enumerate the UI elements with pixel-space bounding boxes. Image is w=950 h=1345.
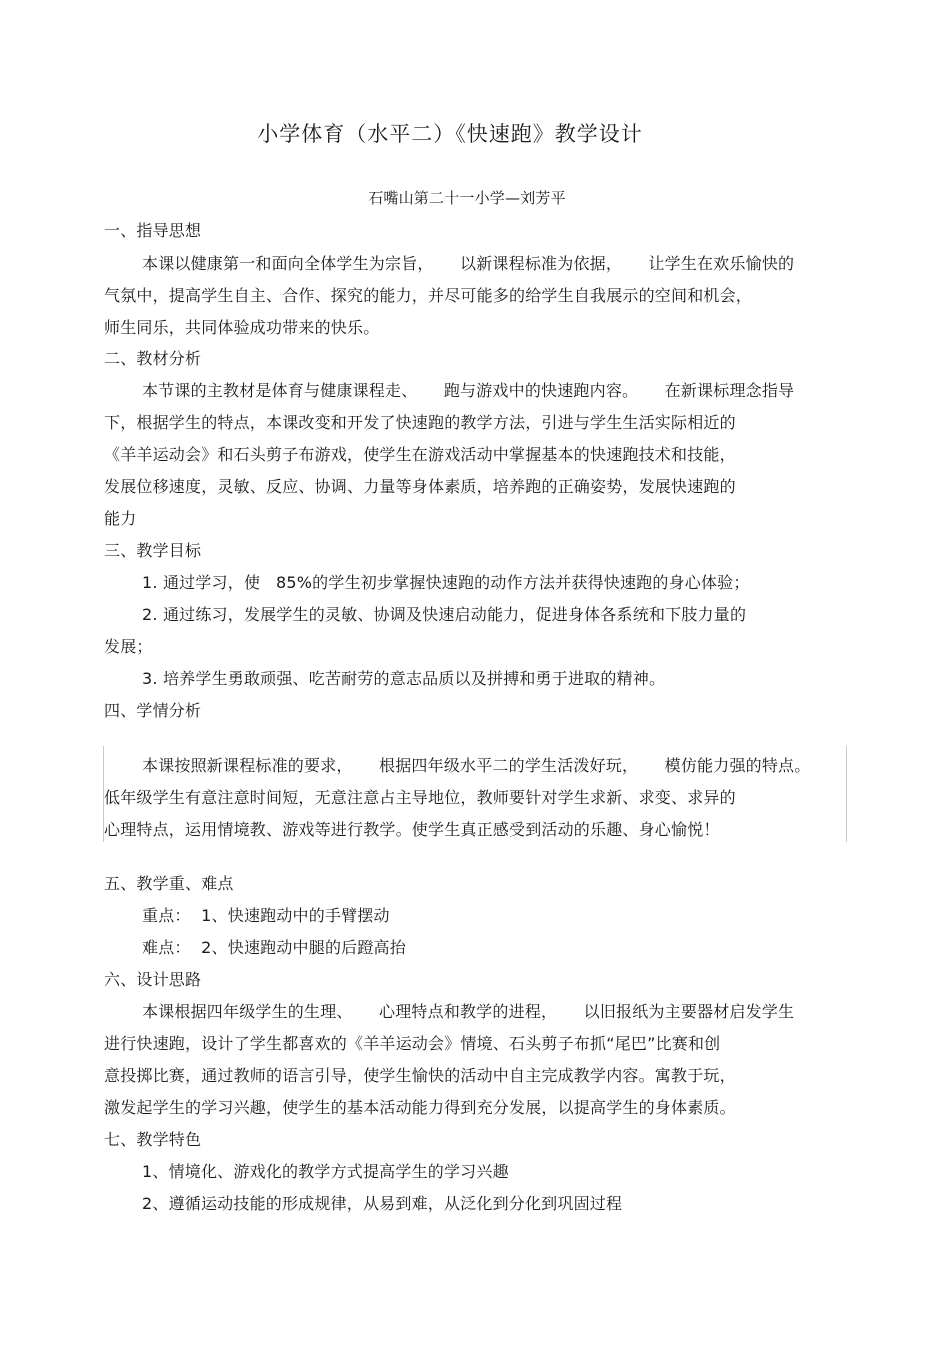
objective-item-1: 1. 通过学习，使 85%的学生初步掌握快速跑的动作方法并获得快速跑的身心体验； <box>142 573 750 592</box>
paragraph-line: 进行快速跑，设计了学生都喜欢的《羊羊运动会》情境、石头剪子布抓“尾巴”比赛和创 <box>104 1034 721 1053</box>
paragraph-line: 气氛中，提高学生自主、合作、探究的能力，并尽可能多的给学生自我展示的空间和机会， <box>104 286 753 305</box>
section-heading-3: 三、教学目标 <box>104 541 202 560</box>
key-point: 重点： 1、快速跑动中的手臂摆动 <box>142 906 390 925</box>
feature-item-2: 2、遵循运动技能的形成规律，从易到难，从泛化到分化到巩固过程 <box>142 1194 623 1213</box>
paragraph-line: 师生同乐，共同体验成功带来的快乐。 <box>104 318 380 337</box>
paragraph-line: 低年级学生有意注意时间短，无意注意占主导地位，教师要针对学生求新、求变、求异的 <box>104 788 736 807</box>
author-line: 石嘴山第二十一小学—刘芳平 <box>368 189 566 207</box>
section-heading-6: 六、设计思路 <box>104 970 202 989</box>
paragraph-line: 下，根据学生的特点，本课改变和开发了快速跑的教学方法，引进与学生生活实际相近的 <box>104 413 736 432</box>
box-border-right <box>846 746 847 842</box>
objective-item-3: 3. 培养学生勇敢顽强、吃苦耐劳的意志品质以及拼搏和勇于进取的精神。 <box>142 669 666 688</box>
section-heading-2: 二、教材分析 <box>104 349 202 368</box>
section-heading-1: 一、指导思想 <box>104 221 202 240</box>
section-heading-5: 五、教学重、难点 <box>104 874 234 893</box>
section-heading-7: 七、教学特色 <box>104 1130 202 1149</box>
feature-item-1: 1、情境化、游戏化的教学方式提高学生的学习兴趣 <box>142 1162 509 1181</box>
objective-item-2: 2. 通过练习，发展学生的灵敏、协调及快速启动能力，促进身体各系统和下肢力量的 <box>142 605 747 624</box>
paragraph-line: 本节课的主教材是体育与健康课程走、 跑与游戏中的快速跑内容。 在新课标理念指导 <box>142 381 795 400</box>
paragraph-line: 发展位移速度，灵敏、反应、协调、力量等身体素质，培养跑的正确姿势，发展快速跑的 <box>104 477 736 496</box>
paragraph-line: 本课按照新课程标准的要求， 根据四年级水平二的学生活泼好玩， 模仿能力强的特点。 <box>142 756 811 775</box>
difficult-point: 难点： 2、快速跑动中腿的后蹬高抬 <box>142 938 406 957</box>
paragraph-line: 意投掷比赛，通过教师的语言引导，使学生愉快的活动中自主完成教学内容。寓教于玩， <box>104 1066 736 1085</box>
paragraph-line: 《羊羊运动会》和石头剪子布游戏，使学生在游戏活动中掌握基本的快速跑技术和技能， <box>104 445 736 464</box>
paragraph-line: 本课根据四年级学生的生理、 心理特点和教学的进程， 以旧报纸为主要器材启发学生 <box>142 1002 795 1021</box>
paragraph-line: 激发起学生的学习兴趣，使学生的基本活动能力得到充分发展，以提高学生的身体素质。 <box>104 1098 736 1117</box>
paragraph-line: 心理特点，运用情境教、游戏等进行教学。使学生真正感受到活动的乐趣、身心愉悦！ <box>104 820 720 839</box>
paragraph-line: 能力 <box>104 509 137 528</box>
document-title: 小学体育（水平二）《快速跑》教学设计 <box>257 122 643 146</box>
paragraph-line: 本课以健康第一和面向全体学生为宗旨， 以新课程标准为依据， 让学生在欢乐愉快的 <box>142 254 795 273</box>
objective-item-2-cont: 发展； <box>104 637 153 656</box>
section-heading-4: 四、学情分析 <box>104 701 202 720</box>
